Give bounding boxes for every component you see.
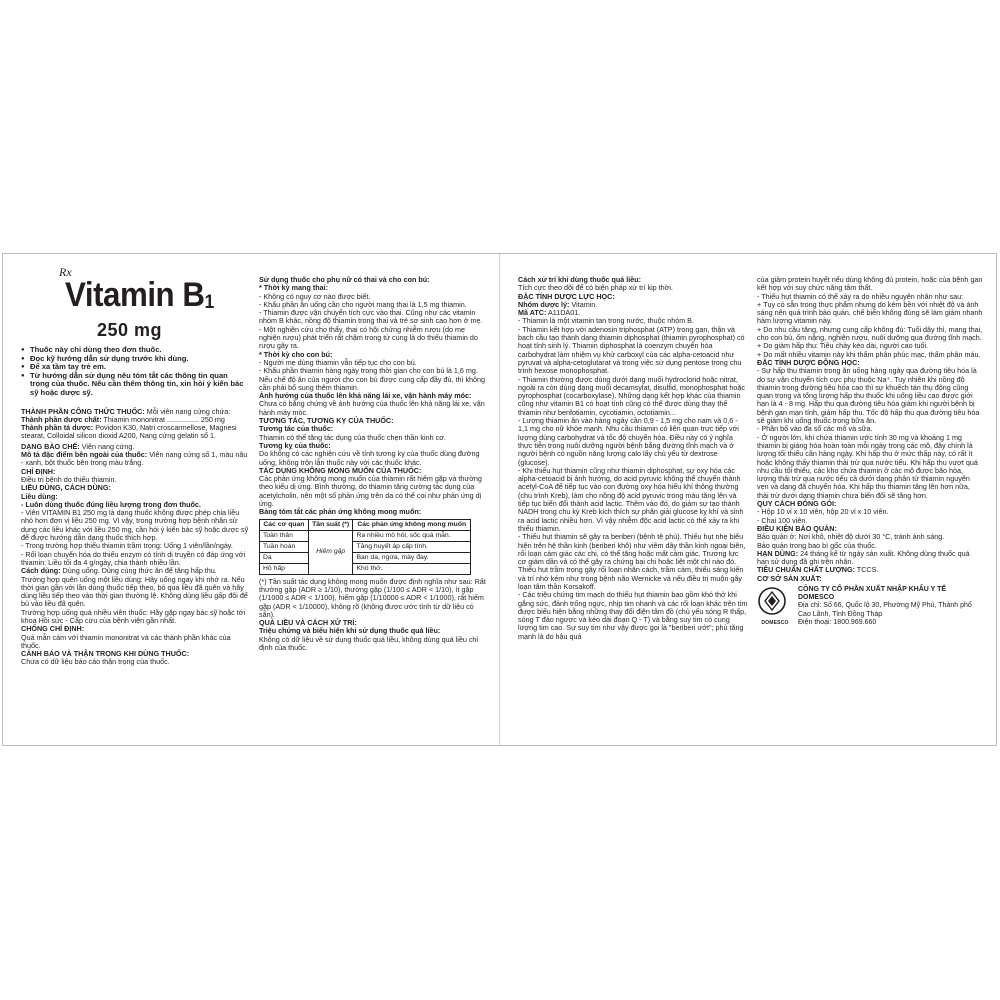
pharmacokinetics-text: - Phân bố vào đa số các mô và sữa. bbox=[757, 424, 873, 434]
lactation-text: - Người mẹ dùng thiamin vẫn tiếp tục cho con bú. bbox=[259, 357, 417, 367]
deficiency-text: + Do nhu cầu tăng, nhưng cung cấp không đủ: Tuổi dậy thì, mang thai, cho con bú, ốm nặng, nghiện rượu, nuôi dưỡng qua đường tĩnh mạch. bbox=[757, 324, 983, 343]
deficiency-text: - Thiếu hụt thiamin có thể xảy ra do nhiều nguyên nhân như sau: bbox=[757, 291, 964, 301]
manufacturer-heading: CƠ SỞ SẢN XUẤT: bbox=[757, 573, 822, 583]
lactation-subheading: * Thời kỳ cho con bú: bbox=[259, 349, 333, 359]
deficiency-text: + Do mất nhiều vitamin này khi thẩm phân phúc mạc, thẩm phân máu. bbox=[757, 349, 981, 359]
table-row bbox=[260, 541, 471, 552]
lactation-text: - Khẩu phần thiamin hàng ngày trong thời gian cho con bú là 1,6 mg. Nếu chế độ ăn của người cho con bú được cung cấp đầy đủ, thì không cần phải bổ sung thêm thiamin. bbox=[259, 366, 486, 392]
organ-cell: Hô hấp bbox=[260, 563, 309, 574]
warning-item: ● Để xa tầm tay trẻ em. bbox=[21, 363, 249, 372]
deficiency-text: + Do giảm hấp thu: Tiêu chảy kéo dài, người cao tuổi. bbox=[757, 341, 929, 351]
manufacturer-block bbox=[757, 586, 983, 628]
atc-code: Mã ATC: A11DA01. bbox=[518, 308, 581, 318]
pregnancy-text: - Thiamin được vận chuyển tích cực vào thai. Cũng như các vitamin nhóm B khác, nồng độ thiamin trong thai và trẻ sơ sinh cao hơn ở mẹ. bbox=[259, 308, 483, 326]
frequency-note: (*) Tần suất tác dụng không mong muốn được định nghĩa như sau: Rất thường gặp (ADR ≥ 1/10), thường gặp (1/100 ≤ ADR < 1/10), ít gặp (1/1000 ≤ ADR < 1/100), hiếm gặp (1/10000 ≤ ADR < 1/1000), rất hiếm gặp (ADR < 1/10000), không rõ (không được ước tính từ dữ liệu có sẵn). bbox=[259, 576, 486, 619]
warning-item: ● Từ hướng dẫn sử dụng nêu tóm tắt các thông tin quan trọng của thuốc. Nếu cần thêm thông tin, xin hỏi ý kiến bác sỹ hoặc dược sỹ. bbox=[21, 372, 249, 398]
appearance: Mô tả đặc điểm bên ngoài của thuốc: Viên nang cứng số 1, màu nâu - xanh, bột thuốc bên trong màu trắng. bbox=[21, 450, 248, 468]
table-row bbox=[260, 563, 471, 574]
storage-heading: ĐIỀU KIỆN BẢO QUẢN: bbox=[757, 523, 837, 533]
fold-line bbox=[499, 254, 500, 745]
overdose-treatment-text: Tích cực theo dõi để có biện pháp xử trí kịp thời. bbox=[518, 283, 673, 293]
rx-symbol: Rx bbox=[59, 266, 72, 279]
driving-effect: Ảnh hưởng của thuốc lên khả năng lái xe, vận hành máy móc: Chưa có bằng chứng về ảnh hưởng của thuốc lên khả năng lái xe, vận hành máy móc. bbox=[259, 391, 485, 417]
pregnancy-text: - Không có nguy cơ nào được biết. bbox=[259, 291, 371, 301]
contraindication-heading: CHỐNG CHỈ ĐỊNH: bbox=[21, 624, 85, 634]
product-strength: 250 mg bbox=[97, 320, 163, 340]
quality-standard: TIÊU CHUẨN CHẤT LƯỢNG: TCCS. bbox=[757, 565, 879, 575]
warning-item: ● Thuốc này chỉ dùng theo đơn thuốc. bbox=[21, 346, 249, 355]
packaging-text: - Chai 100 viên. bbox=[757, 515, 808, 525]
reaction-cell: Khó thở. bbox=[353, 563, 471, 574]
overdose-heading: QUÁ LIỀU VÀ CÁCH XỬ TRÍ: bbox=[259, 618, 357, 628]
pregnancy-text: - Một nghiên cứu cho thấy, thai có hội chứng nhiễm rượu (do mẹ nghiện rượu) phát triển rất chậm trong tử cung là do thiếu thiamin do rượu gây ra. bbox=[259, 324, 478, 351]
deficiency-text: + Tụy có sẵn trong thực phẩm nhưng do kém bền với nhiệt độ và ánh sáng nên quá trình bảo quản, chế biến không đúng sẽ làm giảm nhanh hàm lượng vitamin này. bbox=[757, 299, 983, 326]
table-header: Các cơ quan bbox=[260, 519, 309, 530]
domesco-logo-icon bbox=[757, 586, 787, 616]
interaction-text: Thiamin có thể tăng tác dụng của thuốc chẹn thần kinh cơ. bbox=[259, 432, 446, 442]
leaflet-sheet bbox=[2, 253, 997, 746]
table-row bbox=[260, 552, 471, 563]
overdose-subheading: Triệu chứng và biểu hiện khi sử dụng thuốc quá liều: bbox=[259, 626, 441, 636]
organ-cell: Toàn thân bbox=[260, 530, 309, 541]
column-2 bbox=[259, 276, 487, 741]
column-1 bbox=[21, 266, 249, 741]
reaction-cell: Tăng huyết áp cấp tính. bbox=[353, 541, 471, 552]
domesco-logo bbox=[757, 586, 793, 628]
product-name bbox=[65, 278, 234, 320]
composition: THÀNH PHẦN CÔNG THỨC THUỐC: Mỗi viên nang cứng chứa: bbox=[21, 406, 231, 416]
pharmacodynamics-text: - Thiamin kết hợp với adenosin triphosphat (ATP) trong gan, thận và bạch cầu tạo thành dạng thiamin diphosphat (thiamin pyrophosphat) có hoạt tính sinh lý. Thiamin diphosphat là coenzym chuyển hóa carbohydrat làm nhiệm vụ khử carboxyl của các alpha-cetoacid như pyruvat và alpha-cetoglutarat và trong việc sử dụng pentose trong chu trình hexose monophosphat. bbox=[518, 324, 745, 376]
pharmacodynamics-text: - Khi thiếu hụt thiamin cũng như thiamin diphosphat, sự oxy hóa các alpha-cetoacid bị ảnh hưởng, do acid pyruvic không thể chuyển thành acetyl-CoA để tiếp tục vào con đường oxy hóa hiếu khí thông thường (chu trình Kreb), làm cho nồng độ acid pyruvic trong máu tăng lên và tiếp tục biến đổi thành acid lactic. Thêm vào đó, do giảm sự tạo thành NADH trong chu kỳ Kreb kích thích sự phân giải glucose kỵ khí và sinh ra acid lactic nhiều hơn. Vì vậy nhiễm độc acid lactic có thể xảy ra khi thiếu thiamin. bbox=[518, 465, 744, 533]
administration: Cách dùng: Dùng uống. Dùng cùng thức ăn để tăng hấp thu. bbox=[21, 566, 217, 576]
dosage-subheading: Liều dùng: bbox=[21, 491, 58, 501]
pharmacodynamics-text: - Lượng thiamin ăn vào hàng ngày cần 0,9 - 1,5 mg cho nam và 0,6 - 1,1 mg cho nữ khỏe mạnh. Nhu cầu thiamin có liên quan trực tiếp với lượng dùng carbohydrat và tốc độ chuyển hóa. Điều này có ý nghĩa thực tiễn trong nuôi dưỡng người bệnh bằng đường tĩnh mạch và ở người bệnh có nguồn năng lượng calo lấy chủ yếu từ dextrose (glucose). bbox=[518, 416, 739, 467]
pharmacokinetics-text: - Sự hấp thu thiamin trong ăn uống hàng ngày qua đường tiêu hóa là do sự vận chuyển tích cực phụ thuộc Na⁺. Tuy nhiên khi nồng độ thiamin trong đường tiêu hóa cao thì sự khuếch tán thụ động cũng quan trọng và tổng lượng hấp thu thuốc khi uống liều cao được giới hạn là 4 - 8 mg. Hấp thu qua đường tiêu hóa giảm khi người bệnh bị bệnh gan mạn tính, giảm hấp thu. Tốc độ hấp thu qua đường tiêu hóa sẽ giảm khi uống thuốc trong bữa ăn. bbox=[757, 366, 980, 426]
excipients: Thành phần tá dược: Povidon K30, Natri croscarmellose, Magnesi stearat, Colloidal silicon dioxid A200, Nang cứng gelatin số 1. bbox=[21, 423, 237, 441]
frequency-cell: Hiếm gặp bbox=[308, 530, 353, 574]
column-3 bbox=[518, 276, 748, 741]
contraindication-text: Quá mẫn cảm với thiamin mononitrat và các thành phần khác của thuốc. bbox=[21, 632, 231, 650]
interaction-heading: TƯƠNG TÁC, TƯƠNG KỴ CỦA THUỐC: bbox=[259, 416, 394, 426]
pregnancy-text: - Khẩu phần ăn uống cần cho người mang thai là 1,5 mg thiamin. bbox=[259, 299, 467, 309]
administration-text: Trường hợp uống quá nhiều viên thuốc: Hãy gặp ngay bác sỹ hoặc tới khoa Hồi sức - Cấp cứu của bệnh viện gần nhất. bbox=[21, 607, 246, 625]
dosage-text: - Rối loạn chuyển hóa do thiếu enzym có tính di truyền có đáp ứng với thiamin: Liều tối đa 4 g/ngày, chia thành nhiều lần. bbox=[21, 549, 246, 567]
table-row bbox=[260, 530, 471, 541]
packaging-heading: QUY CÁCH ĐÓNG GÓI: bbox=[757, 499, 837, 509]
product-name-text: Vitamin B bbox=[65, 276, 205, 314]
caution-heading: CẢNH BÁO VÀ THẬN TRỌNG KHI DÙNG THUỐC: bbox=[21, 649, 190, 659]
incompatibility-subheading: Tương kỵ của thuốc: bbox=[259, 440, 331, 450]
organ-cell: Da bbox=[260, 552, 309, 563]
column-4 bbox=[757, 276, 983, 741]
manufacturer-name: CÔNG TY CỔ PHẦN XUẤT NHẬP KHẨU Y TẾ DOMESCO bbox=[798, 585, 947, 602]
adverse-table-title: Bảng tóm tắt các phản ứng không mong muốn: bbox=[259, 507, 422, 517]
administration-text: Trường hợp quên uống một liều dùng: Hãy uống ngay khi nhớ ra. Nếu thời gian gần với lần dùng thuốc tiếp theo, bỏ qua liều đã quên và hãy dùng liều tiếp theo vào thời gian thường lệ. Không dùng liều gấp đôi để bù vào liều đã quên. bbox=[21, 574, 248, 609]
dosage-form: DẠNG BÀO CHẾ: Viên nang cứng. bbox=[21, 441, 135, 451]
interaction-subheading: Tương tác của thuốc: bbox=[259, 424, 334, 434]
pharmacodynamics-text: - Thiamin là một vitamin tan trong nước, thuộc nhóm B. bbox=[518, 316, 694, 326]
active-ingredient: Thành phần dược chất: Thiamin mononitrat ................ 250 mg bbox=[21, 414, 225, 424]
pharmacokinetics-heading: ĐẶC TÍNH DƯỢC ĐỘNG HỌC: bbox=[757, 357, 860, 367]
pregnancy-subheading: * Thời kỳ mang thai: bbox=[259, 283, 329, 293]
manufacturer-phone: Điện thoại: 1800.969.660 bbox=[798, 618, 877, 626]
warning-item: ● Đọc kỹ hướng dẫn sử dụng trước khi dùng. bbox=[21, 355, 249, 364]
adverse-table bbox=[259, 519, 471, 575]
organ-cell: Tuần hoàn bbox=[260, 541, 309, 552]
indication-text: Điều trị bệnh do thiếu thiamin. bbox=[21, 474, 117, 484]
deficiency-text: của giảm protein huyết nếu dùng không đủ protein, hoặc của bệnh gan kết hợp với suy chức năng tâm thất. bbox=[757, 276, 983, 293]
overdose-treatment-heading: Cách xử trí khi dùng thuốc quá liều: bbox=[518, 276, 642, 284]
manufacturer-info bbox=[798, 586, 983, 627]
pharmacologic-group: Nhóm dược lý: Vitamin. bbox=[518, 299, 598, 309]
caution-text: Chưa có dữ liệu báo cáo thận trọng của thuốc. bbox=[21, 657, 170, 667]
adverse-heading: TÁC DỤNG KHÔNG MONG MUỐN CỦA THUỐC: bbox=[259, 465, 422, 475]
shelf-life: HẠN DÙNG: 24 tháng kể từ ngày sản xuất. Không dùng thuốc quá hạn sử dụng đã ghi trên nhãn. bbox=[757, 548, 970, 567]
storage-text: Bảo quản trong bao bì gốc của thuốc. bbox=[757, 540, 877, 550]
incompatibility-text: Do không có các nghiên cứu về tính tương kỵ của thuốc dùng đường uống, không trộn lẫn thuốc này với các thuốc khác. bbox=[259, 449, 480, 467]
reaction-cell: Ban da, ngứa, mày đay. bbox=[353, 552, 471, 563]
table-header: Tần suất (*) bbox=[308, 519, 353, 530]
dosage-text: - Trong trường hợp thiếu thiamin trầm trọng: Uống 1 viên/lần/ngày. bbox=[21, 541, 233, 551]
indication-heading: CHỈ ĐỊNH: bbox=[21, 466, 56, 476]
product-name-subscript: 1 bbox=[204, 292, 214, 313]
storage-text: Bảo quản ở: Nơi khô, nhiệt độ dưới 30 °C, tránh ánh sáng. bbox=[757, 532, 945, 542]
pharmacodynamics-text: - Thiamin thường được dùng dưới dạng muối hydroclorid hoặc nitrat, ngoài ra còn dùng dạng muối decamsylat, disulfid, monophosphat hoặc pyrophosphat (cocarboxylase). Những dạng kết hợp khác của thiamin cũng như vitamin B1 có hoạt tính cũng có thể được dùng thay thế thiamin như benfotiamin, cycotiamin, octotiamin... bbox=[518, 374, 745, 417]
dosage-text: - Viên VITAMIN B1 250 mg là dạng thuốc không được phép chia liều nhỏ hơn đơn vị liều 250 mg. Vì vậy, trong trường hợp bệnh nhân sử dụng các liều khác với liều 250 mg, cần hỏi ý kiến bác sỹ hoặc dược sỹ để được hướng dẫn dạng thuốc thích hợp. bbox=[21, 508, 249, 543]
dosage-heading: LIỀU DÙNG, CÁCH DÙNG: bbox=[21, 483, 111, 493]
logo-caption: DOMESCO bbox=[761, 620, 789, 627]
pregnancy-heading: Sử dụng thuốc cho phụ nữ có thai và cho con bú: bbox=[259, 276, 430, 284]
reaction-cell: Ra nhiều mồ hôi, sốc quá mẫn. bbox=[353, 530, 471, 541]
adverse-text: Các phản ứng không mong muốn của thiamin rất hiếm gặp và thường theo kiểu dị ứng. Bình thường, do thiamin tăng cường tác dụng của acetylcholin, nên một số phản ứng trên da có thể coi như phản ứng dị ứng. bbox=[259, 474, 482, 509]
overdose-text: Không có dữ liệu về sử dụng thuốc quá liều, không dùng quá liều chỉ định của thuốc. bbox=[259, 634, 479, 652]
dosage-rule: - Luôn dùng thuốc đúng liều lượng trong đơn thuốc. bbox=[21, 499, 201, 509]
manufacturer-address: Địa chỉ: Số 66, Quốc lộ 30, Phường Mỹ Phú, Thành phố Cao Lãnh, Tỉnh Đồng Tháp bbox=[798, 602, 972, 618]
pharmacokinetics-text: - Ở người lớn, khi chứa thiamin ước tính 30 mg và khoảng 1 mg thiamin bị giáng hóa hoàn toàn mỗi ngày trong các mô, đây chính là lượng tối thiểu cần hàng ngày. Khi hấp thu ở mức thấp này, có rất ít hoặc không thấy thiamin thải trừ qua nước tiểu. Khi hấp thu vượt quá nhu cầu tối thiểu, các kho chứa thiamin ở các mô được bão hòa, lượng thải trừ qua nước tiểu cả dưới dạng phân tử thiamin nguyên vẹn và dạng đã chuyển hóa. Khi hấp thu thiamin tăng lên hơn nữa, thải trừ dưới dạng thiamin chưa biến đổi sẽ tăng hơn. bbox=[757, 432, 978, 500]
pharmacodynamics-text: - Thiếu hụt thiamin sẽ gây ra beriberi (bệnh tê phù). Thiếu hụt nhẹ biểu hiện trên hệ thần kinh (beriberi khô) như viêm dây thần kinh ngoại biên, rối loạn cảm giác các chi, có thể tăng hoặc mất cảm giác. Trương lực cơ giảm dần và có thể gây ra chứng bại chi hoặc liệt một chi nào đó. Thiếu hụt trầm trọng gây rối loạn nhân cách, trầm cảm, thiếu sáng kiến và trí nhớ kém như trong bệnh não Wernicke và nếu điều trị muộn gây loạn tâm thần Korsakoff. bbox=[518, 532, 746, 591]
pharmacodynamics-heading: ĐẶC TÍNH DƯỢC LỰC HỌC: bbox=[518, 291, 615, 301]
table-header: Các phản ứng không mong muốn bbox=[353, 519, 471, 530]
packaging-text: - Hộp 10 vỉ x 10 viên, hộp 20 vỉ x 10 viên. bbox=[757, 507, 889, 517]
pharmacodynamics-text: - Các triệu chứng tim mạch do thiếu hụt thiamin bao gồm khó thở khi gắng sức, đánh trống ngực, nhịp tim nhanh và các rối loạn khác trên tim được biểu hiện bằng những thay đổi điện tâm đồ (chủ yếu sóng R thấp, sóng T đảo ngược và kéo dài đoạn Q - T) và bằng suy tim có cung lượng tim cao. Sự suy tim như vậy được gọi là "beriberi ướt"; phù tăng mạnh là do hậu quả bbox=[518, 590, 748, 641]
